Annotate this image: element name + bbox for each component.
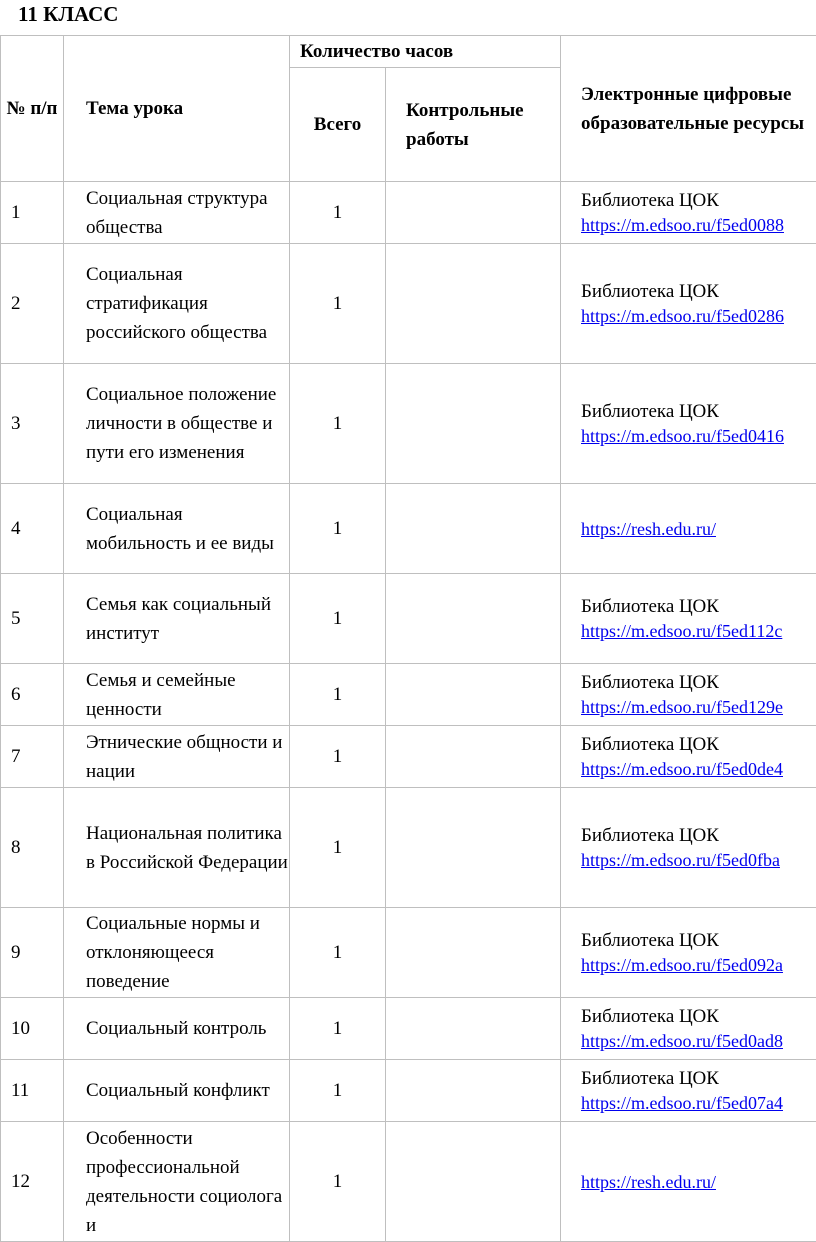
table-row xyxy=(1,908,816,998)
row-topic: Социальный конфликт xyxy=(64,1060,290,1122)
row-topic: Особенности профессиональной деятельности социолога и xyxy=(64,1122,290,1242)
row-resources xyxy=(561,244,816,364)
header-num: № п/п xyxy=(1,36,64,182)
library-label: Библиотека ЦОК xyxy=(581,595,816,619)
row-tests xyxy=(386,574,561,664)
row-tests xyxy=(386,244,561,364)
row-tests xyxy=(386,484,561,574)
row-tests xyxy=(386,1060,561,1122)
resource-link[interactable]: https://m.edsoo.ru/f5ed0ad8 xyxy=(581,1029,816,1053)
header-resources: Электронные цифровые образовательные ресурсы xyxy=(561,36,816,182)
header-hours: Количество часов xyxy=(290,36,561,68)
row-total: 1 xyxy=(290,998,386,1060)
library-label: Библиотека ЦОК xyxy=(581,1005,816,1029)
table-row xyxy=(1,364,816,484)
row-resources xyxy=(561,1122,816,1242)
row-total: 1 xyxy=(290,244,386,364)
row-topic: Социальный контроль xyxy=(64,998,290,1060)
library-label: Библиотека ЦОК xyxy=(581,733,816,757)
row-topic: Семья и семейные ценности xyxy=(64,664,290,726)
row-resources xyxy=(561,1060,816,1122)
table-row xyxy=(1,574,816,664)
resource-link[interactable]: https://m.edsoo.ru/f5ed112c xyxy=(581,619,816,643)
row-number: 4 xyxy=(1,484,64,574)
header-tests: Контрольные работы xyxy=(386,68,561,182)
row-tests xyxy=(386,908,561,998)
row-number: 5 xyxy=(1,574,64,664)
row-resources xyxy=(561,574,816,664)
resource-link[interactable]: https://m.edsoo.ru/f5ed0fba xyxy=(581,848,816,872)
header-total: Всего xyxy=(290,68,386,182)
row-tests xyxy=(386,182,561,244)
library-label: Библиотека ЦОК xyxy=(581,824,816,848)
table-row xyxy=(1,484,816,574)
row-total: 1 xyxy=(290,726,386,788)
library-label: Библиотека ЦОК xyxy=(581,280,816,304)
row-number: 1 xyxy=(1,182,64,244)
table-row xyxy=(1,244,816,364)
table-row xyxy=(1,998,816,1060)
page-title: 11 КЛАСС xyxy=(18,2,118,27)
row-tests xyxy=(386,364,561,484)
row-resources xyxy=(561,484,816,574)
row-topic: Социальная структура общества xyxy=(64,182,290,244)
resource-link[interactable]: https://resh.edu.ru/ xyxy=(581,1170,816,1194)
row-number: 6 xyxy=(1,664,64,726)
library-label: Библиотека ЦОК xyxy=(581,1067,816,1091)
row-topic: Социальная стратификация российского общества xyxy=(64,244,290,364)
row-resources xyxy=(561,998,816,1060)
row-tests xyxy=(386,788,561,908)
library-label: Библиотека ЦОК xyxy=(581,189,816,213)
row-topic: Социальная мобильность и ее виды xyxy=(64,484,290,574)
row-resources xyxy=(561,726,816,788)
library-label: Библиотека ЦОК xyxy=(581,400,816,424)
table-row xyxy=(1,788,816,908)
row-topic: Этнические общности и нации xyxy=(64,726,290,788)
resource-link[interactable]: https://resh.edu.ru/ xyxy=(581,517,816,541)
row-total: 1 xyxy=(290,182,386,244)
resource-link[interactable]: https://m.edsoo.ru/f5ed092a xyxy=(581,953,816,977)
row-topic: Социальное положение личности в обществе и пути его изменения xyxy=(64,364,290,484)
row-total: 1 xyxy=(290,664,386,726)
row-resources xyxy=(561,182,816,244)
resource-link[interactable]: https://m.edsoo.ru/f5ed0088 xyxy=(581,213,816,237)
row-resources xyxy=(561,908,816,998)
resource-link[interactable]: https://m.edsoo.ru/f5ed0de4 xyxy=(581,757,816,781)
header-row-1 xyxy=(1,36,816,68)
row-topic: Социальные нормы и отклоняющееся поведение xyxy=(64,908,290,998)
row-total: 1 xyxy=(290,1060,386,1122)
row-tests xyxy=(386,1122,561,1242)
table-row xyxy=(1,1122,816,1242)
row-total: 1 xyxy=(290,574,386,664)
row-resources xyxy=(561,788,816,908)
row-topic: Национальная политика в Российской Федерации xyxy=(64,788,290,908)
row-number: 7 xyxy=(1,726,64,788)
row-tests xyxy=(386,664,561,726)
table-row xyxy=(1,664,816,726)
row-total: 1 xyxy=(290,908,386,998)
library-label: Библиотека ЦОК xyxy=(581,671,816,695)
row-resources xyxy=(561,364,816,484)
row-total: 1 xyxy=(290,1122,386,1242)
row-number: 8 xyxy=(1,788,64,908)
row-number: 2 xyxy=(1,244,64,364)
row-tests xyxy=(386,998,561,1060)
resource-link[interactable]: https://m.edsoo.ru/f5ed0286 xyxy=(581,304,816,328)
row-number: 10 xyxy=(1,998,64,1060)
row-total: 1 xyxy=(290,484,386,574)
lesson-table xyxy=(0,35,816,1242)
row-resources xyxy=(561,664,816,726)
header-topic: Тема урока xyxy=(64,36,290,182)
row-total: 1 xyxy=(290,788,386,908)
table-row xyxy=(1,1060,816,1122)
resource-link[interactable]: https://m.edsoo.ru/f5ed07a4 xyxy=(581,1091,816,1115)
resource-link[interactable]: https://m.edsoo.ru/f5ed0416 xyxy=(581,424,816,448)
row-number: 11 xyxy=(1,1060,64,1122)
row-number: 12 xyxy=(1,1122,64,1242)
table-row xyxy=(1,182,816,244)
row-total: 1 xyxy=(290,364,386,484)
table-row xyxy=(1,726,816,788)
row-tests xyxy=(386,726,561,788)
resource-link[interactable]: https://m.edsoo.ru/f5ed129e xyxy=(581,695,816,719)
library-label: Библиотека ЦОК xyxy=(581,929,816,953)
row-number: 3 xyxy=(1,364,64,484)
row-number: 9 xyxy=(1,908,64,998)
row-topic: Семья как социальный институт xyxy=(64,574,290,664)
